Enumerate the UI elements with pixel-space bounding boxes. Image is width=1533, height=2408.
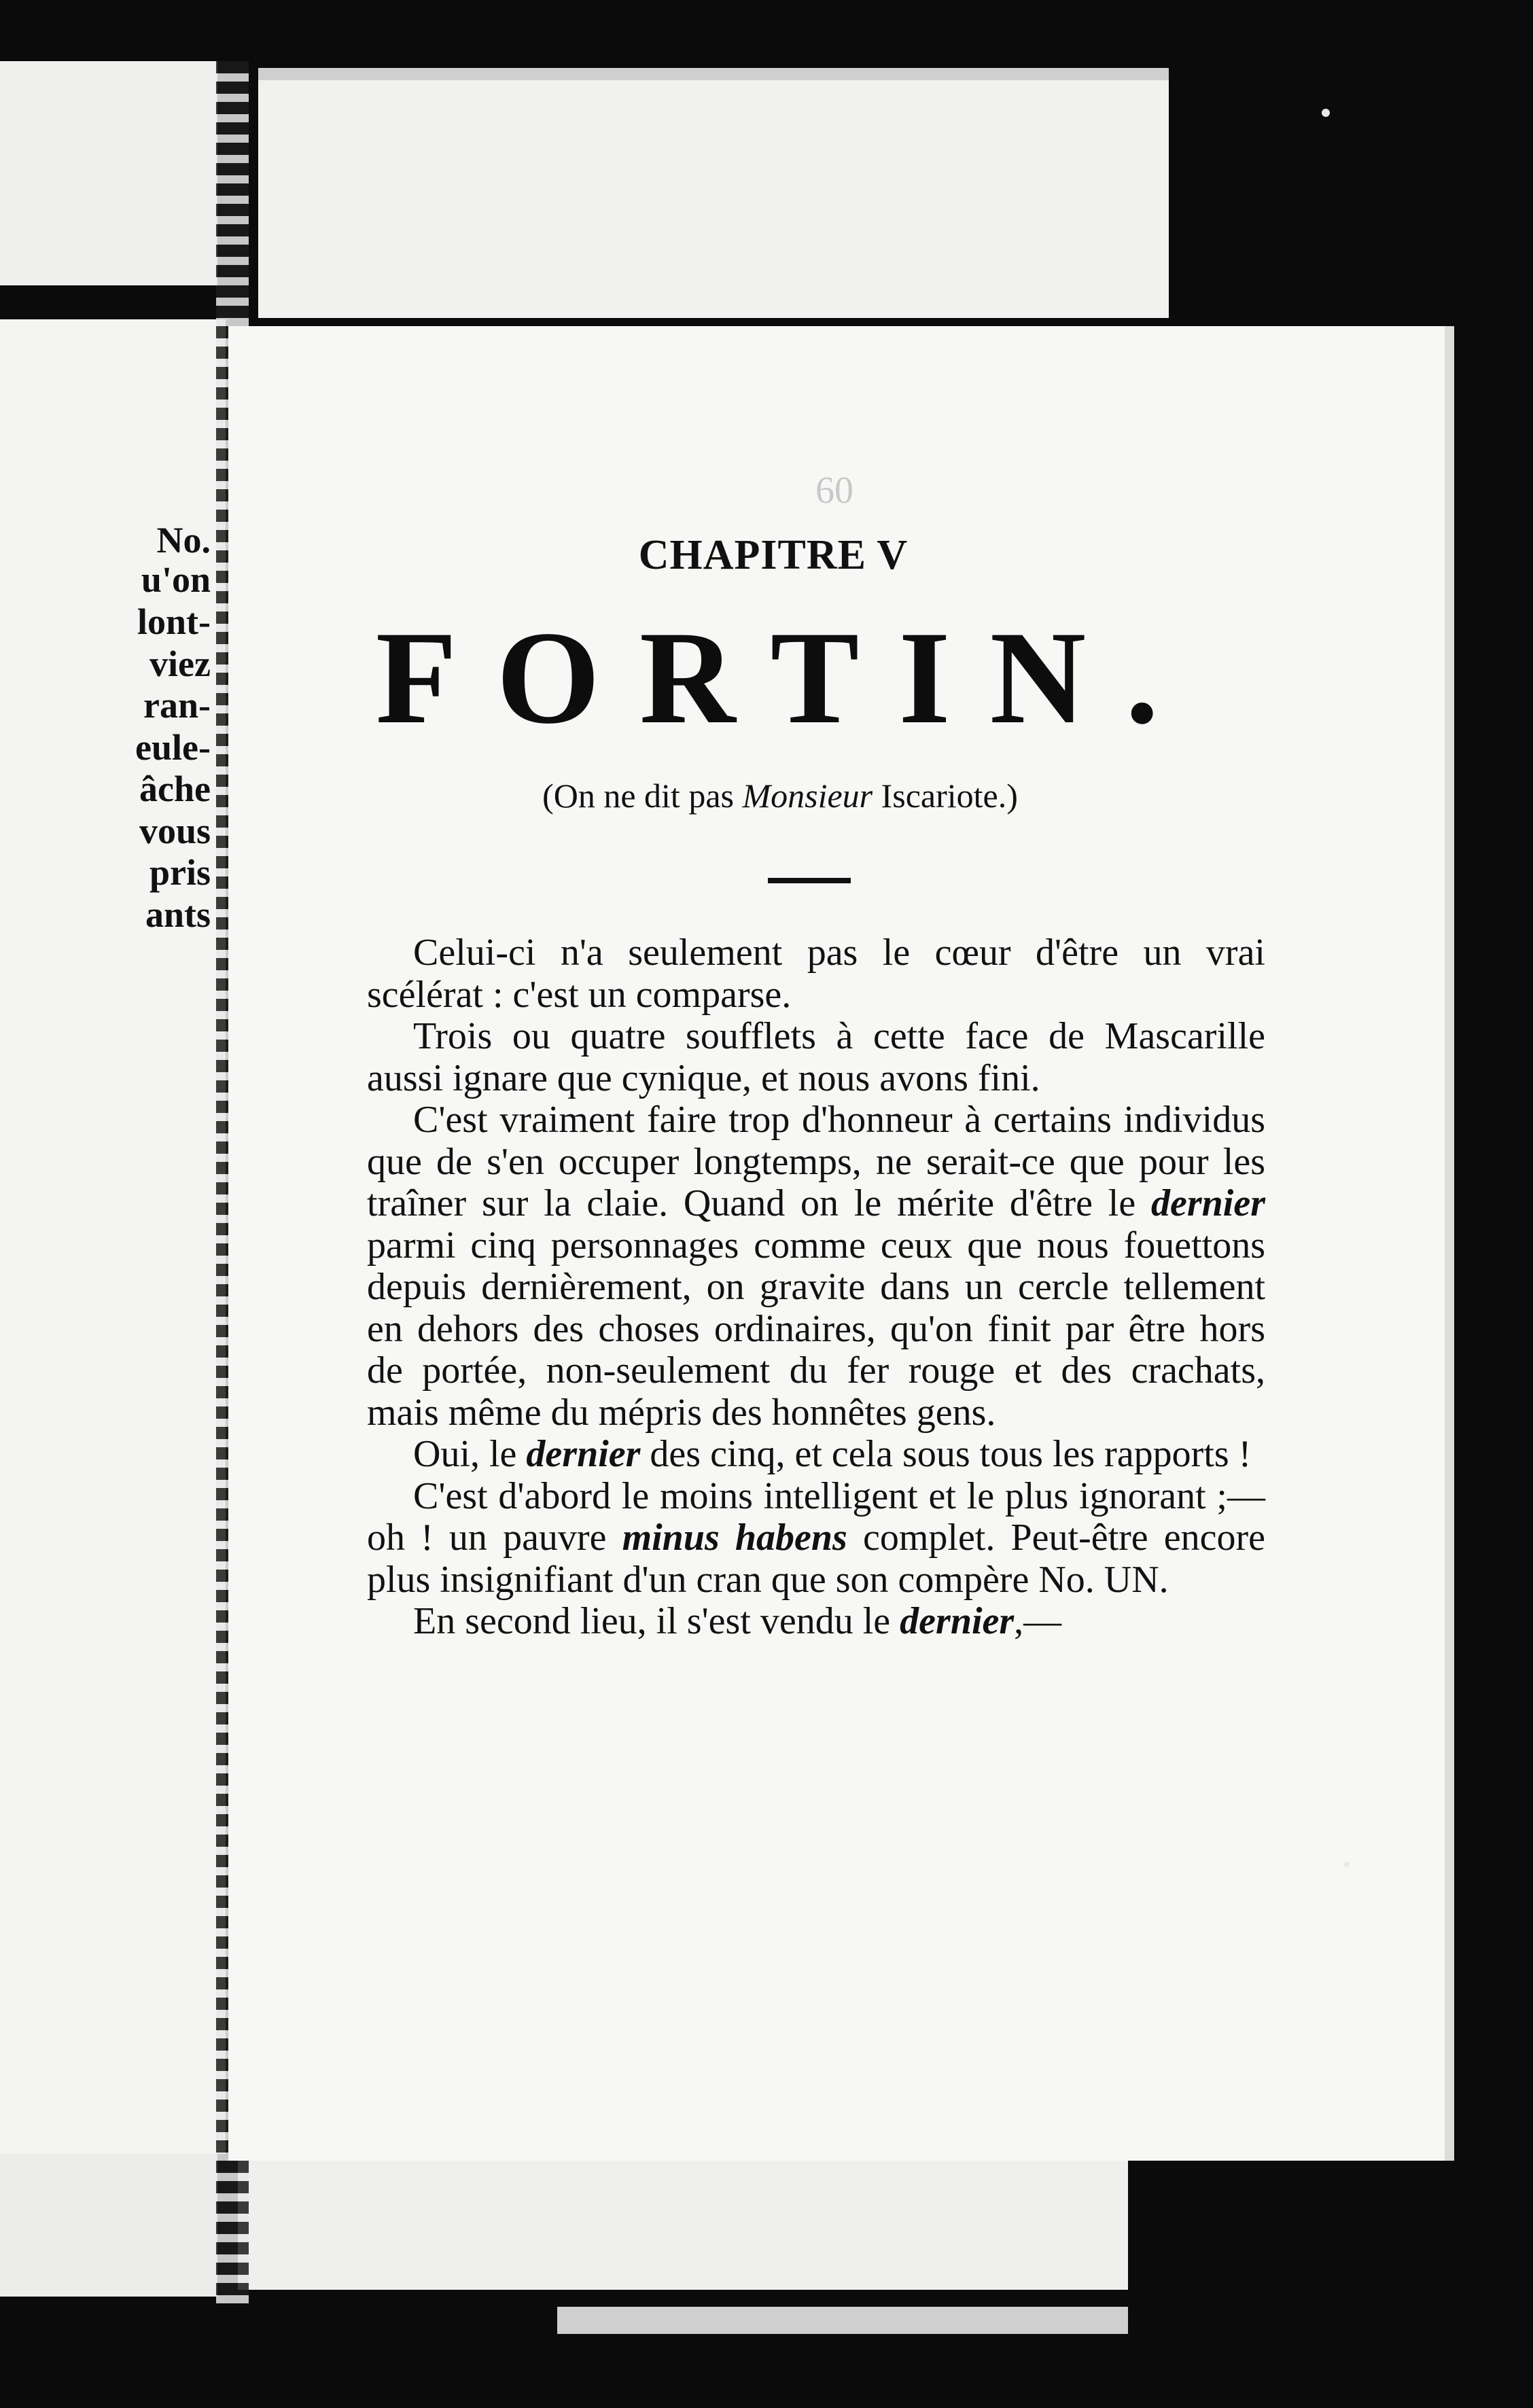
dust-speck [1322,109,1330,117]
page-number: 60 [815,470,853,512]
paragraph: Celui-ci n'a seulement pas le cœur d'être un vrai scélérat : c'est un comparse. [367,932,1265,1016]
dust-speck [1344,1862,1350,1867]
emphasis: dernier [900,1600,1015,1642]
paragraph: Trois ou quatre soufflets à cette face de Mascarille aussi ignare que cynique, et nous avons fini. [367,1015,1265,1099]
left-page-fragment: pris [149,852,211,893]
divider-rule [768,878,851,883]
paragraph [367,1476,1265,1601]
left-page-fragment: eule- [135,727,211,768]
left-page-fragment: ran- [143,685,211,726]
background-sheet [238,2154,1128,2290]
text-run: C'est d'abord le moins intelligent et le plus ignorant ;—oh ! un pauvre [367,1474,1265,1559]
paragraph [367,1099,1265,1434]
adjacent-left-page [0,319,230,2154]
left-page-fragment: viez [149,643,211,684]
text-run: ,— [1014,1600,1062,1642]
chapter-heading [0,531,1533,580]
text-run: des cinq, et cela sous tous les rapports ! [640,1433,1252,1475]
left-page-fragment: No. [156,520,211,561]
background-sheet [0,2154,217,2297]
left-page-fragment: lont- [137,601,211,642]
subtitle-prefix: (On ne dit pas [542,777,743,815]
emphasis: dernier [526,1433,641,1475]
text-run: complet. Peut-être encore plus insignifiant d'un cran que son compère No. UN. [367,1517,1265,1601]
subtitle-italic: Monsieur [742,777,873,815]
chapter-label: CHAPITRE V [638,532,909,578]
subtitle-suffix: Iscariote.) [873,777,1018,815]
emphasis: dernier [1151,1182,1265,1224]
text-run: parmi cinq personnages comme ceux que nous fouettons depuis dernièrement, on gravite dans un cercle tellement en dehors des choses ordinaires, qu'on finit par être hors de portée, non-seulement du fer rouge et des crachats, mais même du mépris des honnêtes gens. [367,1224,1265,1434]
emphasis: minus habens [622,1517,847,1559]
page-edge [557,2307,1128,2334]
left-page-fragment: u'on [141,559,211,600]
background-sheet [0,61,217,285]
text-run: Oui, le [413,1433,527,1475]
paragraph [367,1434,1265,1476]
body-text [367,932,1265,1643]
left-page-fragment: ants [145,894,211,935]
left-page-fragment: âche [139,768,211,809]
title-text: FORTIN. [375,604,1199,751]
subtitle [0,776,1533,815]
text-run: En second lieu, il s'est vendu le [413,1600,900,1642]
subtitle-text [542,777,1018,815]
text-run: C'est vraiment faire trop d'honneur à certains individus que de s'en occuper longtemps, ne serait-ce que pour les traîner sur la claie. Quand on le mérite d'être le [367,1099,1265,1224]
background-sheet [258,68,1169,318]
paragraph [367,1601,1265,1643]
left-page-fragment: vous [139,811,211,851]
